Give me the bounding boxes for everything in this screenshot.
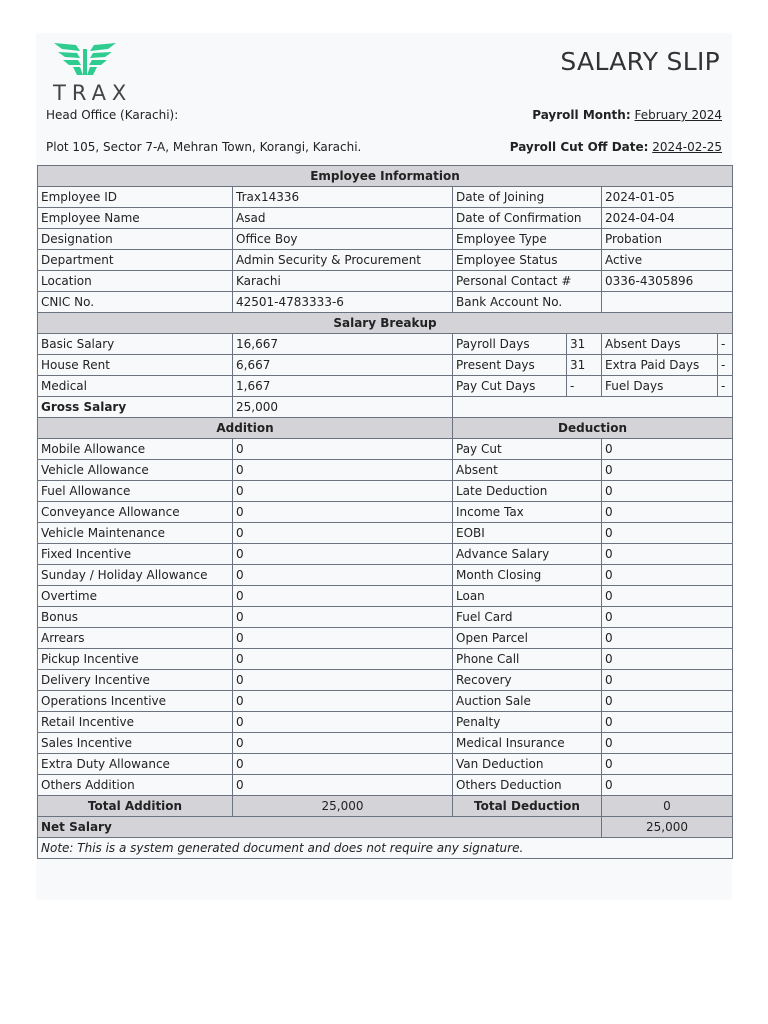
addition-value: 0 <box>233 628 453 649</box>
field-value: Active <box>602 250 733 271</box>
addition-deduction-row <box>38 439 733 460</box>
addition-value: 0 <box>233 523 453 544</box>
addition-deduction-row <box>38 691 733 712</box>
addition-label: Extra Duty Allowance <box>38 754 233 775</box>
addition-label: Mobile Allowance <box>38 439 233 460</box>
field-value: Trax14336 <box>233 187 453 208</box>
field-label: Employee ID <box>38 187 233 208</box>
field-value: 0336-4305896 <box>602 271 733 292</box>
gross-salary-label: Gross Salary <box>38 397 233 418</box>
field-label: House Rent <box>38 355 233 376</box>
addition-value: 0 <box>233 670 453 691</box>
office-address: Plot 105, Sector 7-A, Mehran Town, Korangi, Karachi. <box>46 140 362 154</box>
deduction-value: 0 <box>602 754 733 775</box>
field-label: Location <box>38 271 233 292</box>
deduction-value: 0 <box>602 523 733 544</box>
employee-info-row <box>38 187 733 208</box>
net-salary-value: 25,000 <box>602 817 733 838</box>
addition-label: Sunday / Holiday Allowance <box>38 565 233 586</box>
deduction-label: Advance Salary <box>453 544 602 565</box>
gross-salary-value: 25,000 <box>233 397 453 418</box>
field-label: Employee Type <box>453 229 602 250</box>
deduction-label: Phone Call <box>453 649 602 670</box>
field-value: Karachi <box>233 271 453 292</box>
deduction-label: Medical Insurance <box>453 733 602 754</box>
addition-value: 0 <box>233 712 453 733</box>
section-header <box>38 313 733 334</box>
gross-salary-row <box>38 397 733 418</box>
field-label: Employee Status <box>453 250 602 271</box>
payroll-month-label: Payroll Month: <box>532 108 631 122</box>
addition-deduction-row <box>38 502 733 523</box>
addition-deduction-row <box>38 628 733 649</box>
addition-label: Vehicle Maintenance <box>38 523 233 544</box>
deduction-label: Month Closing <box>453 565 602 586</box>
addition-label: Others Addition <box>38 775 233 796</box>
deduction-label: Van Deduction <box>453 754 602 775</box>
addition-deduction-row <box>38 649 733 670</box>
field-value: - <box>718 376 733 397</box>
field-label: Pay Cut Days <box>453 376 567 397</box>
addition-label: Conveyance Allowance <box>38 502 233 523</box>
addition-deduction-row <box>38 544 733 565</box>
addition-label: Bonus <box>38 607 233 628</box>
addition-label: Delivery Incentive <box>38 670 233 691</box>
deduction-label: Penalty <box>453 712 602 733</box>
deduction-label: EOBI <box>453 523 602 544</box>
addition-value: 0 <box>233 775 453 796</box>
field-label: Date of Confirmation <box>453 208 602 229</box>
field-label: Date of Joining <box>453 187 602 208</box>
field-value: 42501-4783333-6 <box>233 292 453 313</box>
deduction-label: Absent <box>453 460 602 481</box>
deduction-value: 0 <box>602 775 733 796</box>
salary-slip <box>36 33 732 900</box>
employee-info-row <box>38 250 733 271</box>
addition-value: 0 <box>233 586 453 607</box>
addition-value: 0 <box>233 460 453 481</box>
empty-cell <box>453 397 733 418</box>
field-label: Personal Contact # <box>453 271 602 292</box>
field-value <box>602 292 733 313</box>
total-deduction-value: 0 <box>602 796 733 817</box>
total-addition-label: Total Addition <box>38 796 233 817</box>
deduction-value: 0 <box>602 712 733 733</box>
deduction-label: Fuel Card <box>453 607 602 628</box>
field-value: - <box>718 355 733 376</box>
field-value: - <box>718 334 733 355</box>
deduction-value: 0 <box>602 544 733 565</box>
section-header <box>38 418 733 439</box>
page-title: SALARY SLIP <box>560 47 720 76</box>
field-value: 2024-04-04 <box>602 208 733 229</box>
addition-deduction-row <box>38 712 733 733</box>
deduction-label: Others Deduction <box>453 775 602 796</box>
addition-value: 0 <box>233 754 453 775</box>
field-value: 2024-01-05 <box>602 187 733 208</box>
addition-value: 0 <box>233 607 453 628</box>
deduction-value: 0 <box>602 439 733 460</box>
addition-label: Operations Incentive <box>38 691 233 712</box>
addition-value: 0 <box>233 733 453 754</box>
payroll-cutoff-label: Payroll Cut Off Date: <box>509 140 649 154</box>
field-value: Admin Security & Procurement <box>233 250 453 271</box>
field-label: Basic Salary <box>38 334 233 355</box>
section-header <box>38 166 733 187</box>
addition-value: 0 <box>233 565 453 586</box>
addition-value: 0 <box>233 481 453 502</box>
deduction-value: 0 <box>602 607 733 628</box>
deduction-value: 0 <box>602 628 733 649</box>
deduction-value: 0 <box>602 649 733 670</box>
net-salary-row <box>38 817 733 838</box>
deduction-label: Open Parcel <box>453 628 602 649</box>
addition-label: Vehicle Allowance <box>38 460 233 481</box>
field-label: Employee Name <box>38 208 233 229</box>
deduction-label: Income Tax <box>453 502 602 523</box>
addition-value: 0 <box>233 544 453 565</box>
addition-deduction-row <box>38 754 733 775</box>
field-label: Designation <box>38 229 233 250</box>
field-label: Fuel Days <box>602 376 718 397</box>
addition-deduction-row <box>38 565 733 586</box>
payroll-month <box>532 108 722 122</box>
field-value: 31 <box>567 355 602 376</box>
addition-label: Arrears <box>38 628 233 649</box>
total-deduction-label: Total Deduction <box>453 796 602 817</box>
employee-info-row <box>38 229 733 250</box>
field-value: Asad <box>233 208 453 229</box>
addition-label: Fixed Incentive <box>38 544 233 565</box>
field-label: Extra Paid Days <box>602 355 718 376</box>
addition-value: 0 <box>233 649 453 670</box>
addition-heading: Addition <box>38 418 453 439</box>
system-note: Note: This is a system generated document and does not require any signature. <box>38 838 733 859</box>
addition-deduction-row <box>38 607 733 628</box>
salary-breakup-row <box>38 355 733 376</box>
deduction-label: Pay Cut <box>453 439 602 460</box>
addition-value: 0 <box>233 502 453 523</box>
deduction-value: 0 <box>602 565 733 586</box>
field-value: 1,667 <box>233 376 453 397</box>
deduction-value: 0 <box>602 481 733 502</box>
note-row <box>38 838 733 859</box>
employee-info-row <box>38 208 733 229</box>
addition-label: Sales Incentive <box>38 733 233 754</box>
employee-info-heading: Employee Information <box>38 166 733 187</box>
field-value: Office Boy <box>233 229 453 250</box>
field-value: Probation <box>602 229 733 250</box>
salary-breakup-row <box>38 334 733 355</box>
addition-deduction-row <box>38 775 733 796</box>
field-value: 31 <box>567 334 602 355</box>
deduction-label: Auction Sale <box>453 691 602 712</box>
field-label: Payroll Days <box>453 334 567 355</box>
addition-label: Pickup Incentive <box>38 649 233 670</box>
field-label: Department <box>38 250 233 271</box>
addition-deduction-row <box>38 481 733 502</box>
field-label: CNIC No. <box>38 292 233 313</box>
addition-value: 0 <box>233 691 453 712</box>
payroll-month-value: February 2024 <box>634 108 722 122</box>
deduction-value: 0 <box>602 586 733 607</box>
employee-info-row <box>38 271 733 292</box>
employee-info-row <box>38 292 733 313</box>
addition-label: Overtime <box>38 586 233 607</box>
addition-deduction-row <box>38 733 733 754</box>
payroll-cutoff-value: 2024-02-25 <box>652 140 722 154</box>
addition-label: Fuel Allowance <box>38 481 233 502</box>
addition-deduction-row <box>38 523 733 544</box>
logo-text: TRAX <box>53 81 133 105</box>
deduction-label: Loan <box>453 586 602 607</box>
addition-deduction-row <box>38 586 733 607</box>
deduction-value: 0 <box>602 460 733 481</box>
salary-breakup-heading: Salary Breakup <box>38 313 733 334</box>
addition-label: Retail Incentive <box>38 712 233 733</box>
addition-value: 0 <box>233 439 453 460</box>
trax-wings-icon <box>44 41 126 77</box>
totals-row <box>38 796 733 817</box>
addition-deduction-row <box>38 460 733 481</box>
deduction-value: 0 <box>602 691 733 712</box>
salary-table <box>37 165 733 859</box>
total-addition-value: 25,000 <box>233 796 453 817</box>
field-label: Absent Days <box>602 334 718 355</box>
deduction-label: Recovery <box>453 670 602 691</box>
field-value: 16,667 <box>233 334 453 355</box>
field-label: Present Days <box>453 355 567 376</box>
field-value: - <box>567 376 602 397</box>
deduction-value: 0 <box>602 502 733 523</box>
field-value: 6,667 <box>233 355 453 376</box>
field-label: Bank Account No. <box>453 292 602 313</box>
deduction-value: 0 <box>602 733 733 754</box>
office-label: Head Office (Karachi): <box>46 108 179 122</box>
net-salary-label: Net Salary <box>38 817 602 838</box>
addition-deduction-row <box>38 670 733 691</box>
deduction-label: Late Deduction <box>453 481 602 502</box>
deduction-heading: Deduction <box>453 418 733 439</box>
field-label: Medical <box>38 376 233 397</box>
payroll-cutoff <box>510 140 722 154</box>
trax-logo <box>44 41 133 105</box>
salary-breakup-row <box>38 376 733 397</box>
deduction-value: 0 <box>602 670 733 691</box>
